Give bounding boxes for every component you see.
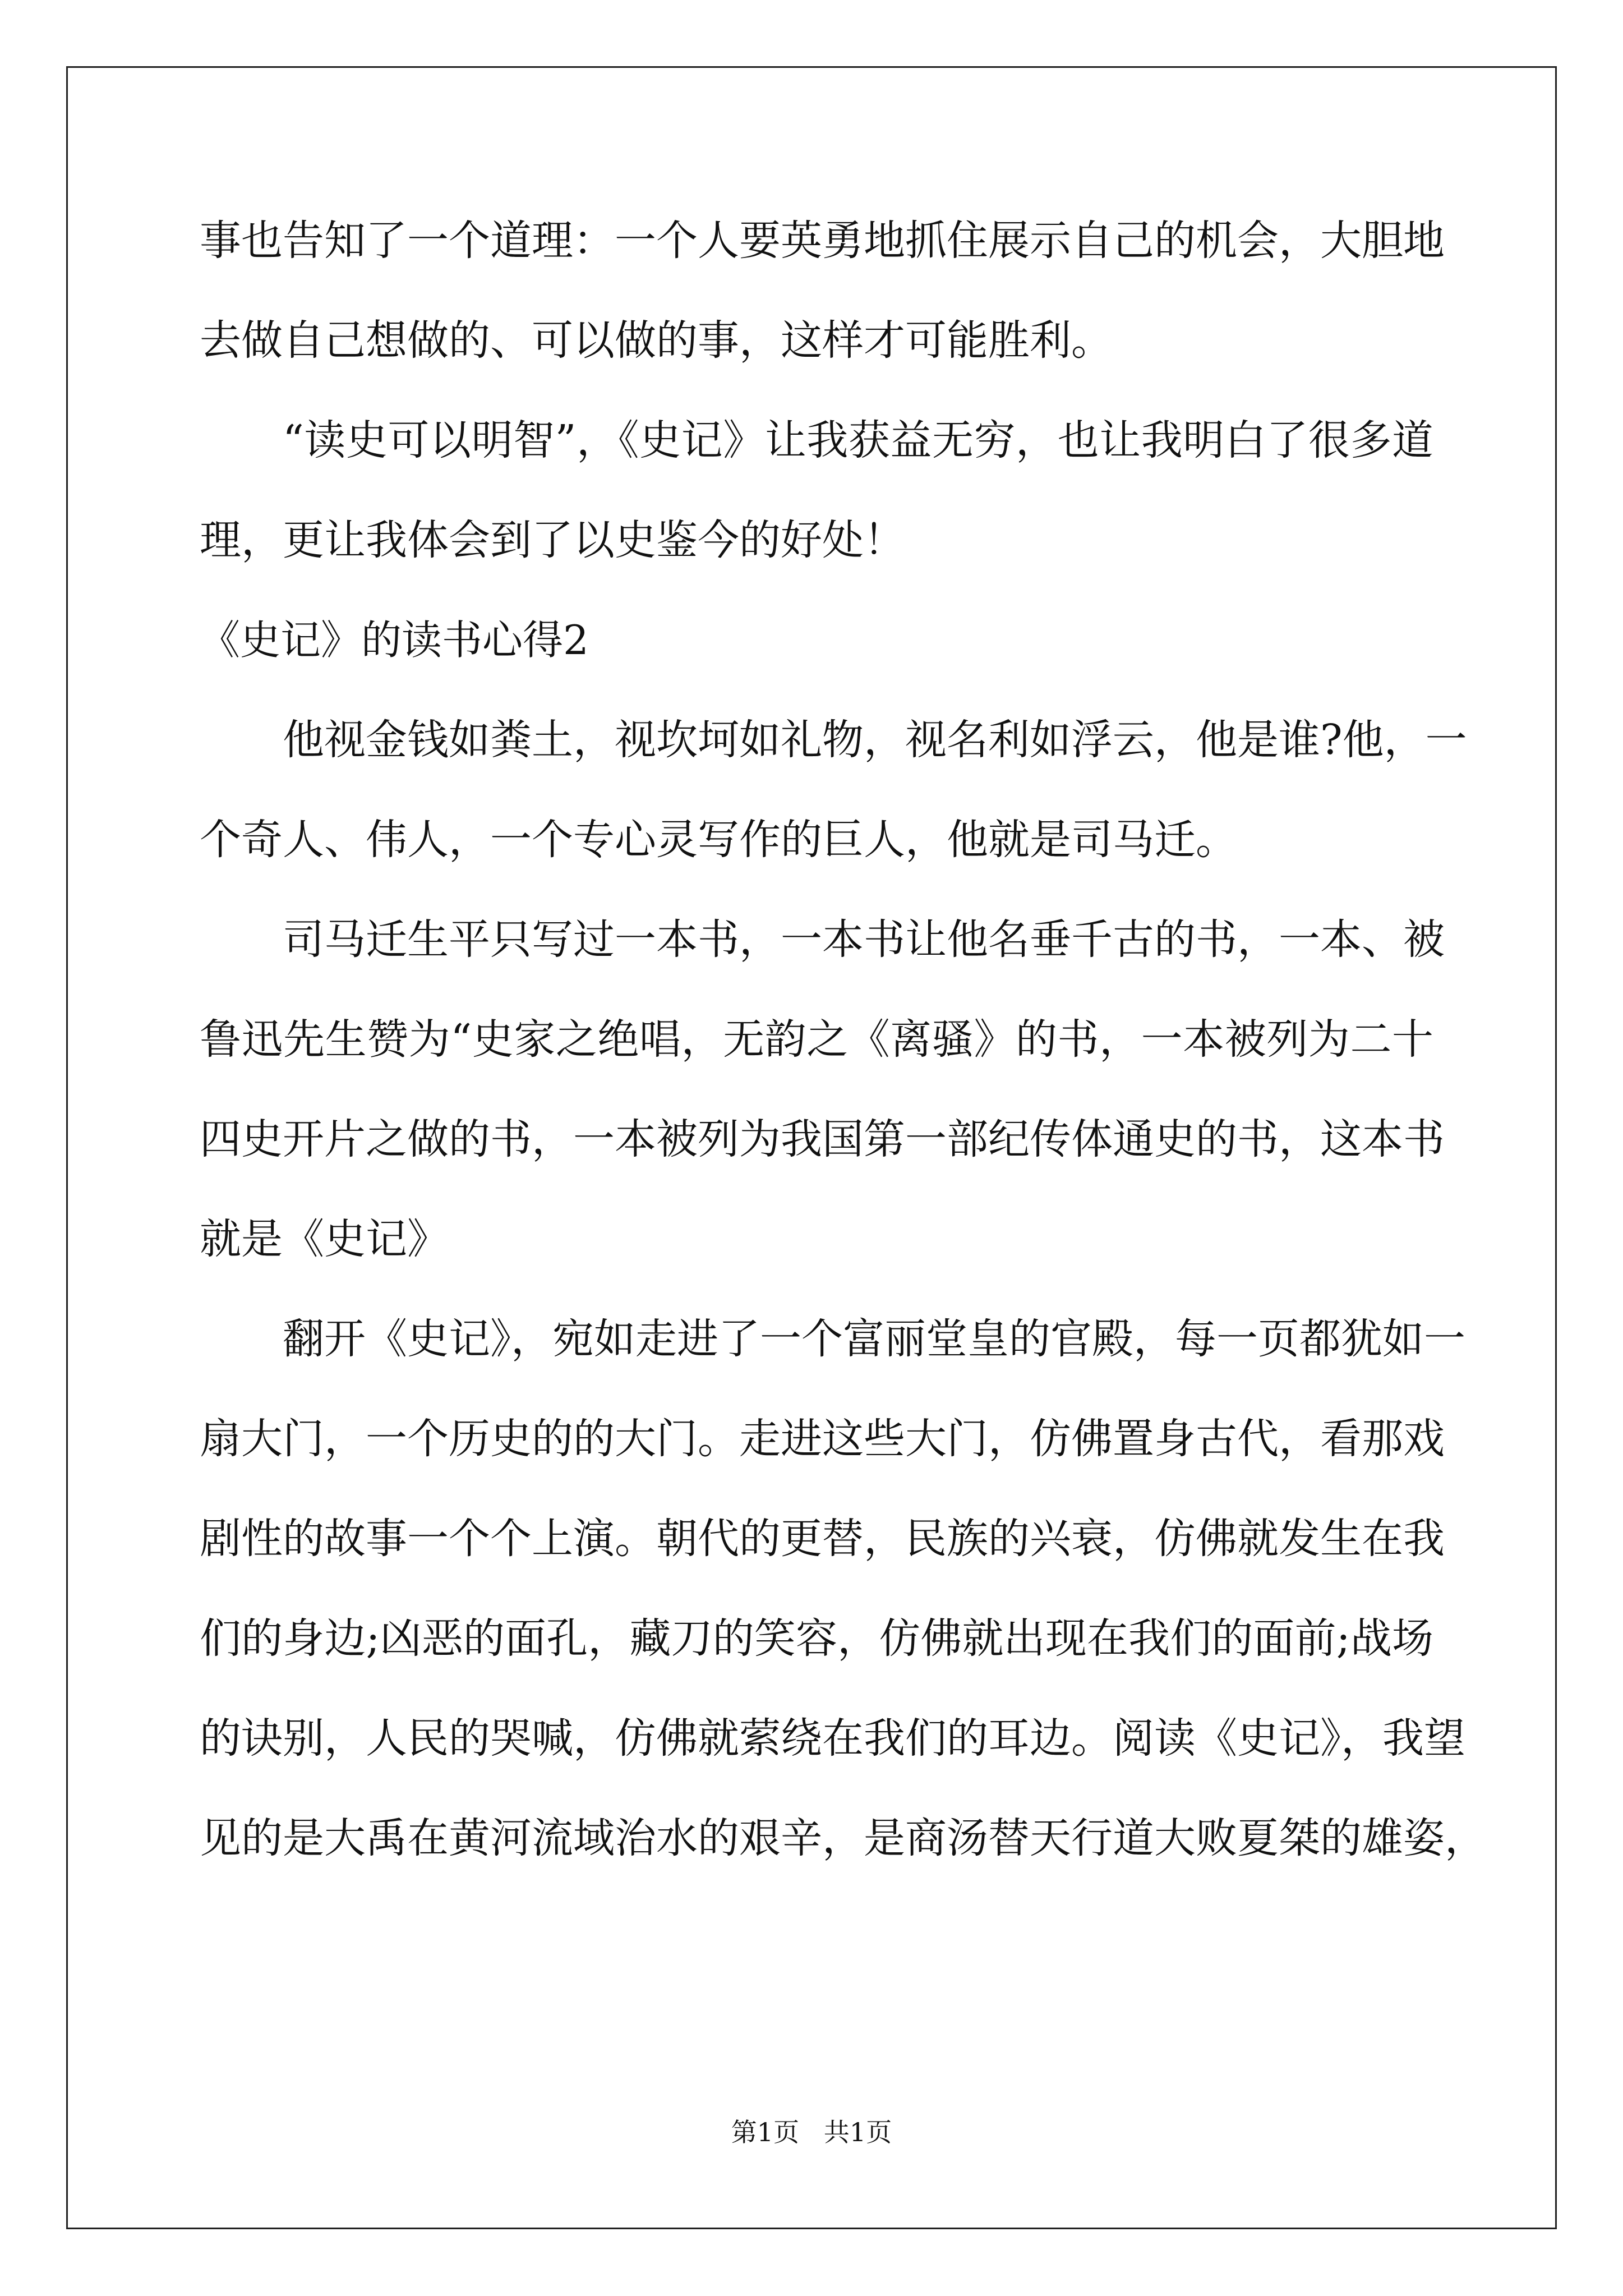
paragraph-line: 剧性的故事一个个上演。朝代的更替，民族的兴衰，仿佛就发生在我	[200, 1515, 1445, 1563]
paragraph-5	[200, 1289, 1486, 1888]
paragraph-line: 就是《史记》	[200, 1215, 449, 1263]
paragraph-line: 四史开片之做的书，一本被列为我国第一部纪传体通史的书，这本书	[200, 1115, 1445, 1163]
paragraph-line: 鲁迅先生赞为“史家之绝唱，无韵之《离骚》的书，一本被列为二十	[200, 1015, 1433, 1064]
paragraph-1	[200, 191, 1445, 390]
paragraph-4	[200, 890, 1445, 1289]
paragraph-line: 翻开《史记》，宛如走进了一个富丽堂皇的官殿，每一页都犹如一	[283, 1315, 1465, 1363]
page-footer: 第1页 共1页	[731, 2117, 892, 2147]
paragraph-line: 他视金钱如粪土，视坎坷如礼物，视名利如浮云，他是谁?他，一	[283, 716, 1467, 764]
paragraph-line: 去做自己想做的、可以做的事，这样才可能胜利。	[200, 316, 1113, 365]
paragraph-line: “读史可以明智”，《史记》让我获益无穷，也让我明白了很多道	[283, 416, 1433, 464]
paragraph-line: 司马迁生平只写过一本书，一本书让他名垂千古的书，一本、被	[283, 915, 1445, 964]
paragraph-line: 扇大门，一个历史的的大门。走进这些大门，仿佛置身古代，看那戏	[200, 1415, 1445, 1463]
paragraph-3	[200, 690, 1467, 890]
section-heading: 《史记》的读书心得2	[200, 616, 589, 664]
paragraph-line: 个奇人、伟人，一个专心灵写作的巨人，他就是司马迁。	[200, 816, 1237, 864]
paragraph-line: 的诀别，人民的哭喊，仿佛就萦绕在我们的耳边。阅读《史记》，我望	[200, 1714, 1465, 1763]
paragraph-2	[200, 390, 1433, 590]
paragraph-line: 见的是大禹在黄河流域治水的艰辛，是商汤替天行道大败夏桀的雄姿，	[200, 1814, 1486, 1862]
paragraph-line: 事也告知了一个道理：一个人要英勇地抓住展示自己的机会，大胆地	[200, 217, 1445, 265]
paragraph-line: 理，更让我体会到了以史鉴今的好处！	[200, 516, 905, 564]
paragraph-line: 们的身边;凶恶的面孔，藏刀的笑容，仿佛就出现在我们的面前;战场	[200, 1614, 1433, 1663]
document-body	[200, 191, 1486, 1888]
